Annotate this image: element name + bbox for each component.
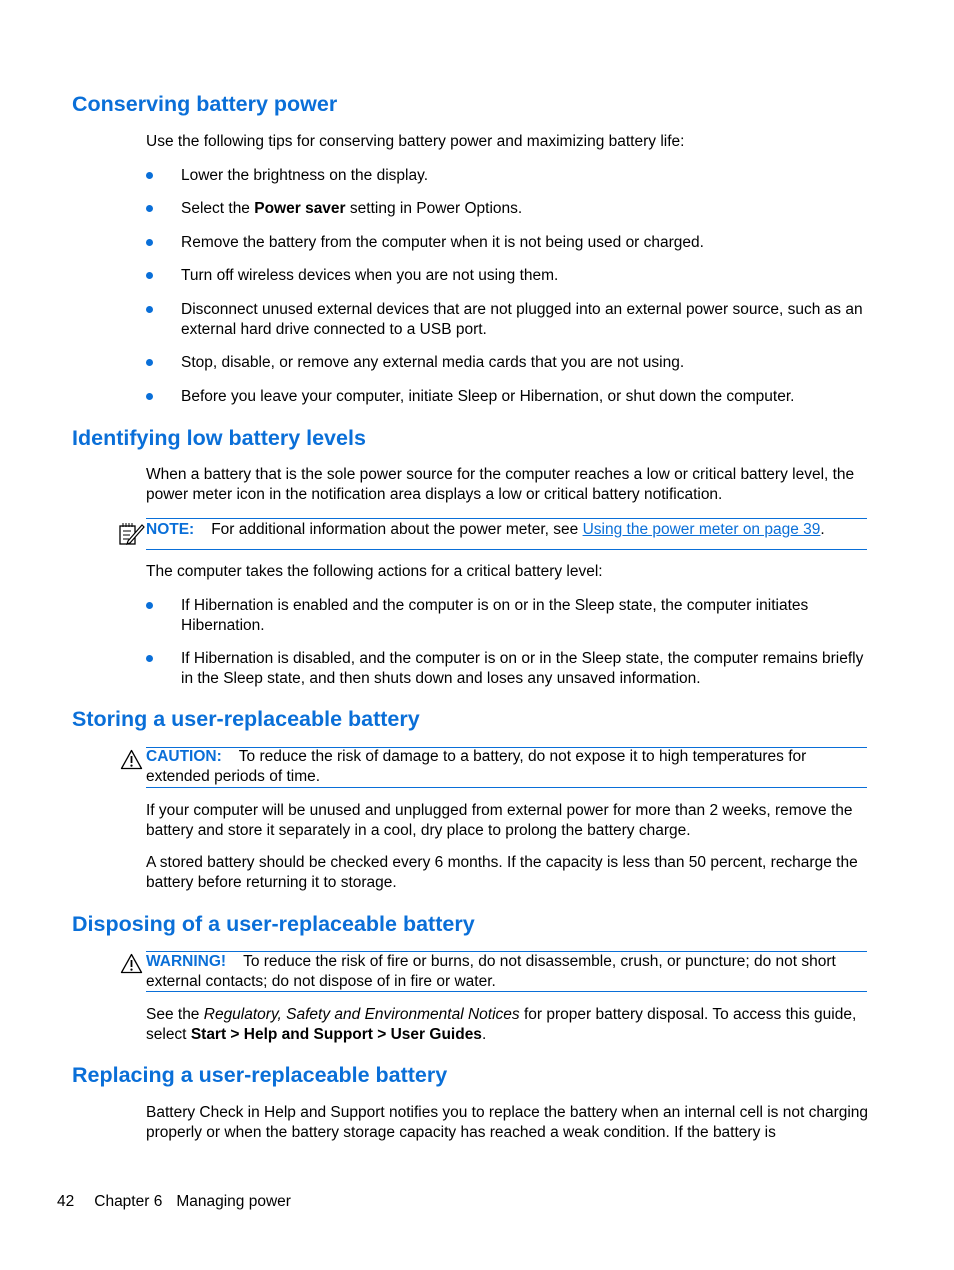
chapter-title: Managing power (176, 1193, 291, 1210)
bullet-icon (146, 393, 153, 400)
heading-storing-battery: Storing a user-replaceable battery (72, 707, 420, 731)
note-text: For additional information about the power meter, see (211, 521, 583, 538)
bullet-icon (146, 172, 153, 179)
conserving-intro: Use the following tips for conserving battery power and maximizing battery life: (146, 133, 685, 150)
heading-conserving-battery-power: Conserving battery power (72, 92, 338, 116)
chapter-label: Chapter 6 (94, 1193, 163, 1210)
warning-callout (146, 952, 871, 991)
disposing-para: See the Regulatory, Safety and Environmental Notices for proper battery disposal. To access this guide, select Start > Help and Support > User Guides. (146, 1006, 857, 1043)
caution-text: To reduce the risk of damage to a battery, do not expose it to high temperatures for extended periods of time. (146, 748, 807, 785)
replacing-para: Battery Check in Help and Support notifies you to replace the battery when an internal cell is not charging properly or when the battery storage capacity has reached a weak condition. If the battery is (146, 1104, 869, 1141)
bullet-icon (146, 272, 153, 279)
actions-intro: The computer takes the following actions for a critical battery level: (146, 563, 603, 580)
bullet-icon (146, 205, 153, 212)
storing-para-2: A stored battery should be checked every 6 months. If the capacity is less than 50 percent, recharge the battery before returning it to storage. (146, 854, 858, 891)
warning-text: To reduce the risk of fire or burns, do not disassemble, crush, or puncture; do not short external contacts; do not dispose of in fire or water. (146, 953, 836, 990)
storing-para-1: If your computer will be unused and unplugged from external power for more than 2 weeks, remove the battery and store it separately in a cool, dry place to prolong the battery charge. (146, 802, 853, 839)
note-bottom-rule (146, 549, 867, 550)
warning-triangle-icon (120, 953, 143, 979)
note-top-rule (146, 518, 867, 519)
heading-disposing-battery: Disposing of a user-replaceable battery (72, 912, 475, 936)
heading-identifying-low-battery-levels: Identifying low battery levels (72, 426, 366, 450)
page-footer (57, 1192, 291, 1211)
caution-callout (146, 747, 871, 786)
bullet-icon (146, 655, 153, 662)
caution-label: CAUTION: (146, 748, 222, 765)
identifying-intro: When a battery that is the sole power source for the computer reaches a low or critical battery level, the power meter icon in the notification area displays a low or critical battery notification. (146, 466, 855, 503)
bullet-icon (146, 359, 153, 366)
bullet-icon (146, 306, 153, 313)
warning-triangle-icon (120, 749, 143, 775)
page-number: 42 (57, 1193, 75, 1210)
note-label: NOTE: (146, 521, 195, 538)
warning-label: WARNING! (146, 953, 227, 970)
warning-bottom-rule (146, 991, 867, 992)
power-meter-link[interactable]: Using the power meter on page 39 (582, 521, 821, 538)
note-callout: NOTE: For additional information about the power meter, see Using the power meter on page 39. (146, 521, 825, 538)
heading-replacing-battery: Replacing a user-replaceable battery (72, 1063, 448, 1087)
bullet-icon (146, 602, 153, 609)
bullet-icon (146, 239, 153, 246)
caution-bottom-rule (146, 787, 867, 788)
note-pencil-icon (118, 520, 145, 551)
